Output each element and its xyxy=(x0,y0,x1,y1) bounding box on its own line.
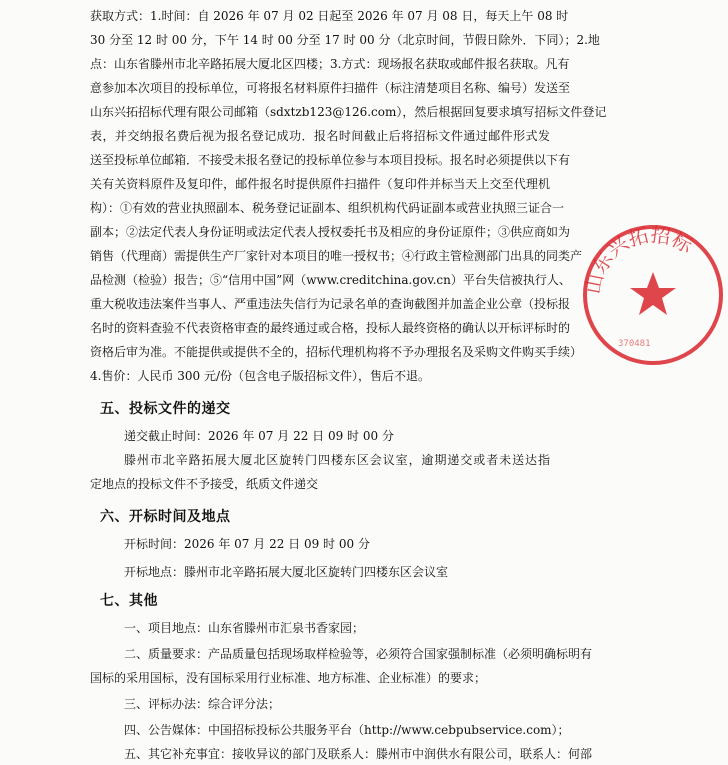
text-line: 五、其它补充事宜：接收异议的部门及联系人：滕州市中润供水有限公司，联系人：何部 xyxy=(124,747,593,761)
text-line: 名时的资料查验不代表资格审查的最终通过或合格，投标人最终资格的确认以开标评标时的 xyxy=(90,321,571,335)
text-line: 三、评标办法：综合评分法； xyxy=(124,697,281,711)
svg-text:山东兴拓招标 xyxy=(580,222,697,296)
section-heading: 五、投标文件的递交 xyxy=(100,401,231,417)
text-line: 关有关资料原件及复印件，邮件报名时提供原件扫描件（复印件并标当天上交至代理机 xyxy=(90,177,550,191)
text-line: 意参加本次项目的投标单位，可将报名材料原件扫描件（标注清楚项目名称、编号）发送至 xyxy=(90,81,571,95)
text-line: 重大税收违法案件当事人、严重违法失信行为记录名单的查询截图并加盖企业公章（投标报 xyxy=(90,297,571,311)
text-line: 品检测（检验）报告；⑤“信用中国”网（www.creditchina.gov.cn）平台失信被执行人、 xyxy=(90,273,571,287)
text-line: 资格后审为准。不能提供或提供不全的，招标代理机构将不予办理报名及采购文件购买手续） xyxy=(90,345,583,359)
text-line: 递交截止时间：2026 年 07 月 22 日 09 时 00 分 xyxy=(124,429,394,443)
text-line: 滕州市北辛路拓展大厦北区旋转门四楼东区会议室，逾期递交或者未送达指 xyxy=(124,453,550,467)
section-heading: 七、其他 xyxy=(100,593,158,609)
text-line: 表，并交纳报名费后视为报名登记成功．报名时间截止后将招标文件通过邮件形式发 xyxy=(90,129,550,143)
text-line: 四、公告媒体：中国招标投标公共服务平台（http://www.cebpubservice.com）； xyxy=(124,723,570,737)
text-line: 开标地点：滕州市北辛路拓展大厦北区旋转门四楼东区会议室 xyxy=(124,565,449,579)
company-seal-icon xyxy=(578,220,728,370)
text-line: 一、项目地点：山东省滕州市汇泉书香家园； xyxy=(124,621,365,635)
seal-digits: 370481 xyxy=(618,339,651,349)
text-line: 国标的采用国标，没有国标采用行业标准、地方标准、企业标准）的要求； xyxy=(90,671,487,685)
text-line: 送至投标单位邮箱．不接受未报名登记的投标单位参与本项目投标。报名时必须提供以下有 xyxy=(90,153,571,167)
seal-star-icon xyxy=(630,272,676,315)
text-line: 副本；②法定代表人身份证明或法定代表人授权委托书及相应的身份证原件；③供应商如为 xyxy=(90,225,571,239)
text-line: 30 分至 12 时 00 分，下午 14 时 00 分至 17 时 00 分（北京时间，节假日除外．下同）；2.地 xyxy=(90,33,600,47)
text-line: 4.售价：人民币 300 元/份（包含电子版招标文件），售后不退。 xyxy=(90,369,431,383)
seal-arc-text: 山东兴拓招标 xyxy=(580,222,697,296)
text-line: 开标时间：2026 年 07 月 22 日 09 时 00 分 xyxy=(124,537,370,551)
text-line: 山东兴拓招标代理有限公司邮箱（sdxtzb123@126.com），然后根据回复要求填写招标文件登记 xyxy=(90,105,607,119)
text-line: 点：山东省滕州市北辛路拓展大厦北区四楼；3.方式：现场报名获取或邮件报名获取。凡有 xyxy=(90,57,570,71)
section-heading: 六、开标时间及地点 xyxy=(100,509,231,525)
text-line: 获取方式：1.时间：自 2026 年 07 月 02 日起至 2026 年 07 月 08 日，每天上午 08 时 xyxy=(90,9,569,23)
text-line: 二、质量要求：产品质量包括现场取样检验等，必须符合国家强制标准（必须明确标明有 xyxy=(124,647,593,661)
text-line: 构）：①有效的营业执照副本、税务登记证副本、组织机构代码证副本或营业执照三证合一 xyxy=(90,201,565,215)
text-line: 定地点的投标文件不予接受，纸质文件递交 xyxy=(90,477,319,491)
text-line: 销售（代理商）需提供生产厂家针对本项目的唯一授权书；④行政主管检测部门出具的同类产 xyxy=(90,249,583,263)
